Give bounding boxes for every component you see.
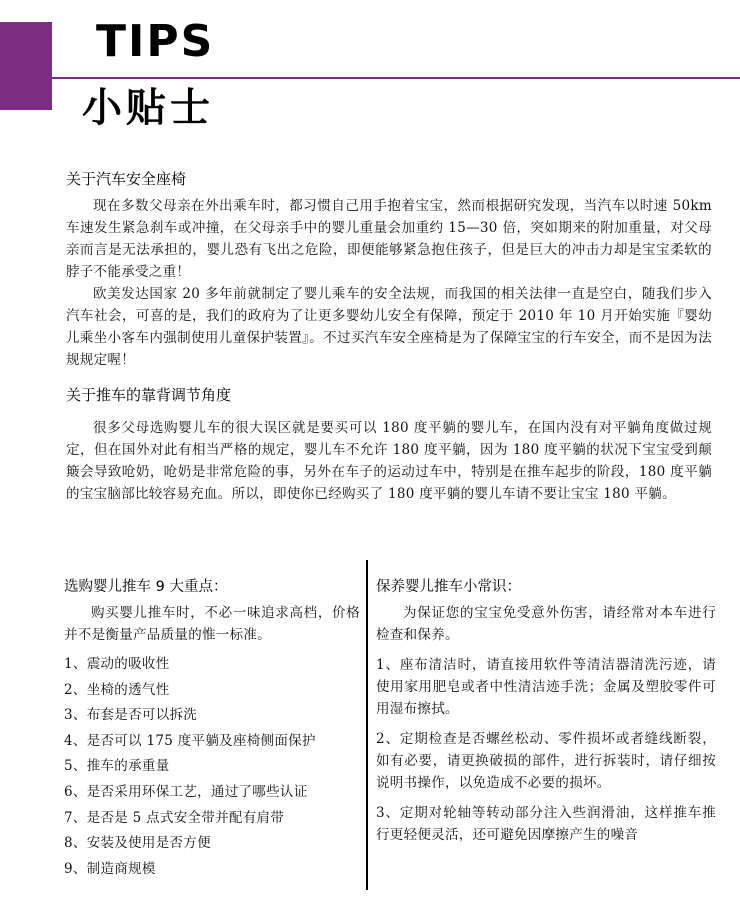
car-seat-heading: 关于汽车安全座椅 (66, 170, 187, 188)
title-zh: 小贴士 (82, 85, 214, 131)
buying-points-heading: 选购婴儿推车 9 大重点： (64, 579, 228, 595)
maintenance-item-3: 3、定期对轮轴等转动部分注入些润滑油，这样推车推行更轻便灵活，还可避免因摩擦产生的噪音 (376, 805, 716, 843)
list-item: 7、是否是 5 点式安全带并配有肩带 (64, 809, 285, 826)
maintenance-heading: 保养婴儿推车小常识： (376, 579, 521, 595)
list-item: 1、震动的吸收性 (64, 656, 170, 672)
list-item: 4、是否可以 175 度平躺及座椅侧面保护 (64, 732, 316, 749)
accent-bar (0, 22, 52, 110)
stroller-angle-heading: 关于推车的靠背调节角度 (66, 386, 232, 404)
buying-points-list (64, 652, 360, 882)
car-seat-paragraph-2: 欧美发达国家 20 多年前就制定了婴儿乘车的安全法规，而我国的相关法律一直是空白，随我们步入汽车社会，可喜的是，我们的政府为了让更多婴幼儿安全有保障，预定于 2010 年 10 月开始实施『婴幼儿乘坐小客车内强制使用儿童保护装置』。不过买汽车安全座椅是为了保障宝宝的行车安全，而不是因为法规规定喔！ (66, 286, 712, 368)
list-item: 8、安装及使用是否方便 (64, 835, 211, 852)
list-item: 3、布套是否可以拆洗 (64, 707, 198, 724)
list-item: 9、制造商规模 (64, 860, 156, 877)
maintenance-item-1: 1、座布清洁时，请直接用软件等清洁器清洗污迹，请使用家用肥皂或者中性清洁迹手洗；金属及塑胶零件可用湿布擦拭。 (376, 657, 716, 717)
list-item: 6、是否采用环保工艺，通过了哪些认证 (64, 783, 308, 800)
buying-points-column (64, 575, 360, 882)
maintenance-column (376, 575, 716, 846)
stroller-angle-paragraph: 很多父母选购婴儿车的很大误区就是要买可以 180 度平躺的婴儿车，在国内没有对平躺角度做过规定，但在国外对此有相当严格的规定，婴儿车不允许 180 度平躺，因为 180 度平躺的状况下宝宝受到颠簸会导致呛奶，呛奶是非常危险的事，另外在车子的运动过车中，特别是在推车起步的阶段，180 度平躺的宝宝脑部比较容易充血。所以，即使你已经购买了 180 度平躺的婴儿车请不要让宝宝 180 平躺。 (66, 420, 712, 502)
maintenance-intro: 为保证您的宝宝免受意外伤害，请经常对本车进行检查和保养。 (376, 605, 716, 643)
maintenance-item-2: 2、定期检查是否螺丝松动、零件损坏或者缝线断裂，如有必要，请更换破损的部件，进行拆装时，请仔细按说明书操作，以免造成不必要的损坏。 (376, 731, 716, 791)
column-divider (366, 560, 368, 890)
list-item: 5、推车的承重量 (64, 758, 170, 775)
stroller-angle-section (66, 384, 712, 505)
title-en: TIPS (96, 16, 215, 67)
header-rule (52, 77, 740, 79)
buying-points-intro: 购买婴儿推车时，不必一味追求高档，价格并不是衡量产品质量的惟一标准。 (64, 605, 360, 643)
list-item: 2、坐椅的透气性 (64, 681, 170, 698)
car-seat-section (66, 168, 712, 371)
car-seat-paragraph-1: 现在多数父母亲在外出乘车时，都习惯自己用手抱着宝宝，然而根据研究发现，当汽车以时速 50km 车速发生紧急刹车或冲撞，在父母亲手中的婴儿重量会加重约 15—30 倍，突如期来的附加重量，对父母亲而言是无法承担的，婴儿恐有飞出之危险，即便能够紧急抱住孩子，但是巨大的冲击力却是宝宝柔软的脖子不能承受之重！ (66, 198, 712, 280)
